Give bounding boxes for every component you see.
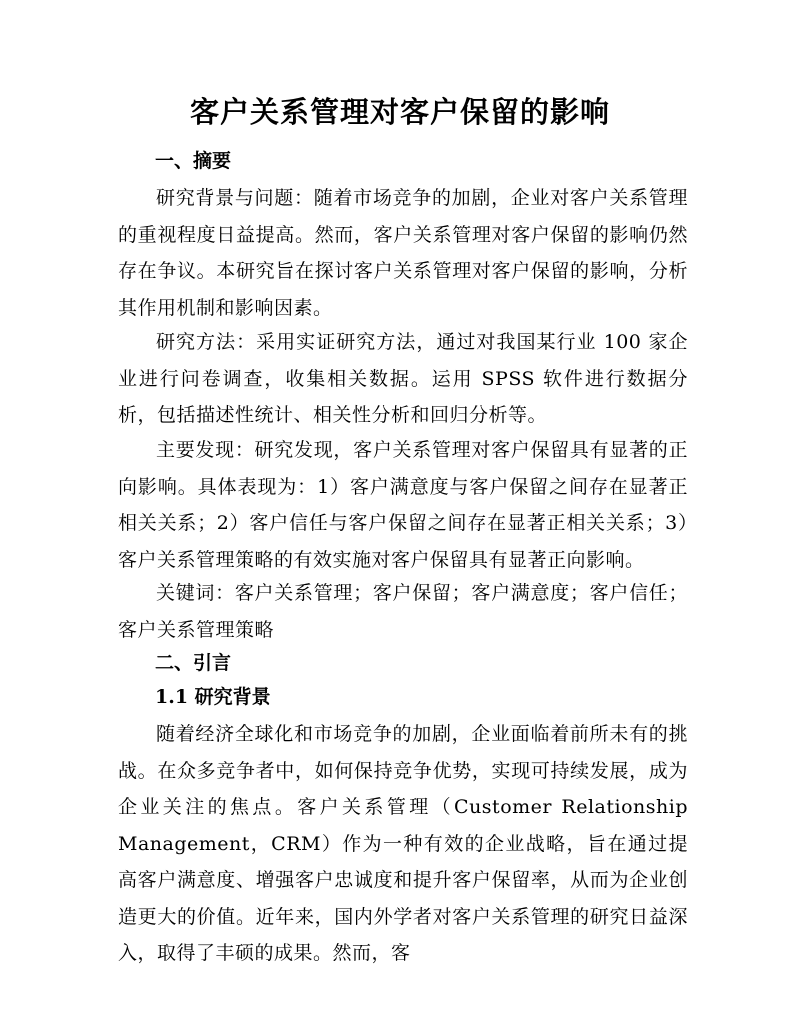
abstract-findings-paragraph: 主要发现：研究发现，客户关系管理对客户保留具有显著的正向影响。具体表现为：1）客户满意度与客户保留之间存在显著正相关关系；2）客户信任与客户保留之间存在显著正相关关系；3）客户关系管理策略的有效实施对客户保留具有显著正向影响。 — [118, 439, 688, 571]
section-heading-introduction: 二、引言 — [155, 652, 232, 674]
abstract-method-paragraph: 研究方法：采用实证研究方法，通过对我国某行业 100 家企业进行问卷调查，收集相关数据。运用 SPSS 软件进行数据分析，包括描述性统计、相关性分析和回归分析等。 — [118, 331, 688, 426]
abstract-background-paragraph: 研究背景与问题：随着市场竞争的加剧，企业对客户关系管理的重视程度日益提高。然而，客户关系管理对客户保留的影响仍然存在争议。本研究旨在探讨客户关系管理对客户保留的影响，分析其作用机制和影响因素。 — [118, 187, 688, 319]
keywords-paragraph: 关键词：客户关系管理；客户保留；客户满意度；客户信任；客户关系管理策略 — [118, 582, 688, 641]
document-title: 客户关系管理对客户保留的影响 — [189, 95, 610, 129]
subsection-heading-background: 1.1 研究背景 — [155, 686, 271, 708]
introduction-paragraph: 随着经济全球化和市场竞争的加剧，企业面临着前所未有的挑战。在众多竞争者中，如何保持竞争优势，实现可持续发展，成为企业关注的焦点。客户关系管理（Customer Relationship Management，CRM）作为一种有效的企业战略，旨在通过提高客户满意度、增强客户忠诚度和提升客户保留率，从而为企业创造更大的价值。近年来，国内外学者对客户关系管理的研究日益深入，取得了丰硕的成果。然而，客 — [118, 723, 688, 964]
section-heading-abstract: 一、摘要 — [155, 150, 232, 172]
